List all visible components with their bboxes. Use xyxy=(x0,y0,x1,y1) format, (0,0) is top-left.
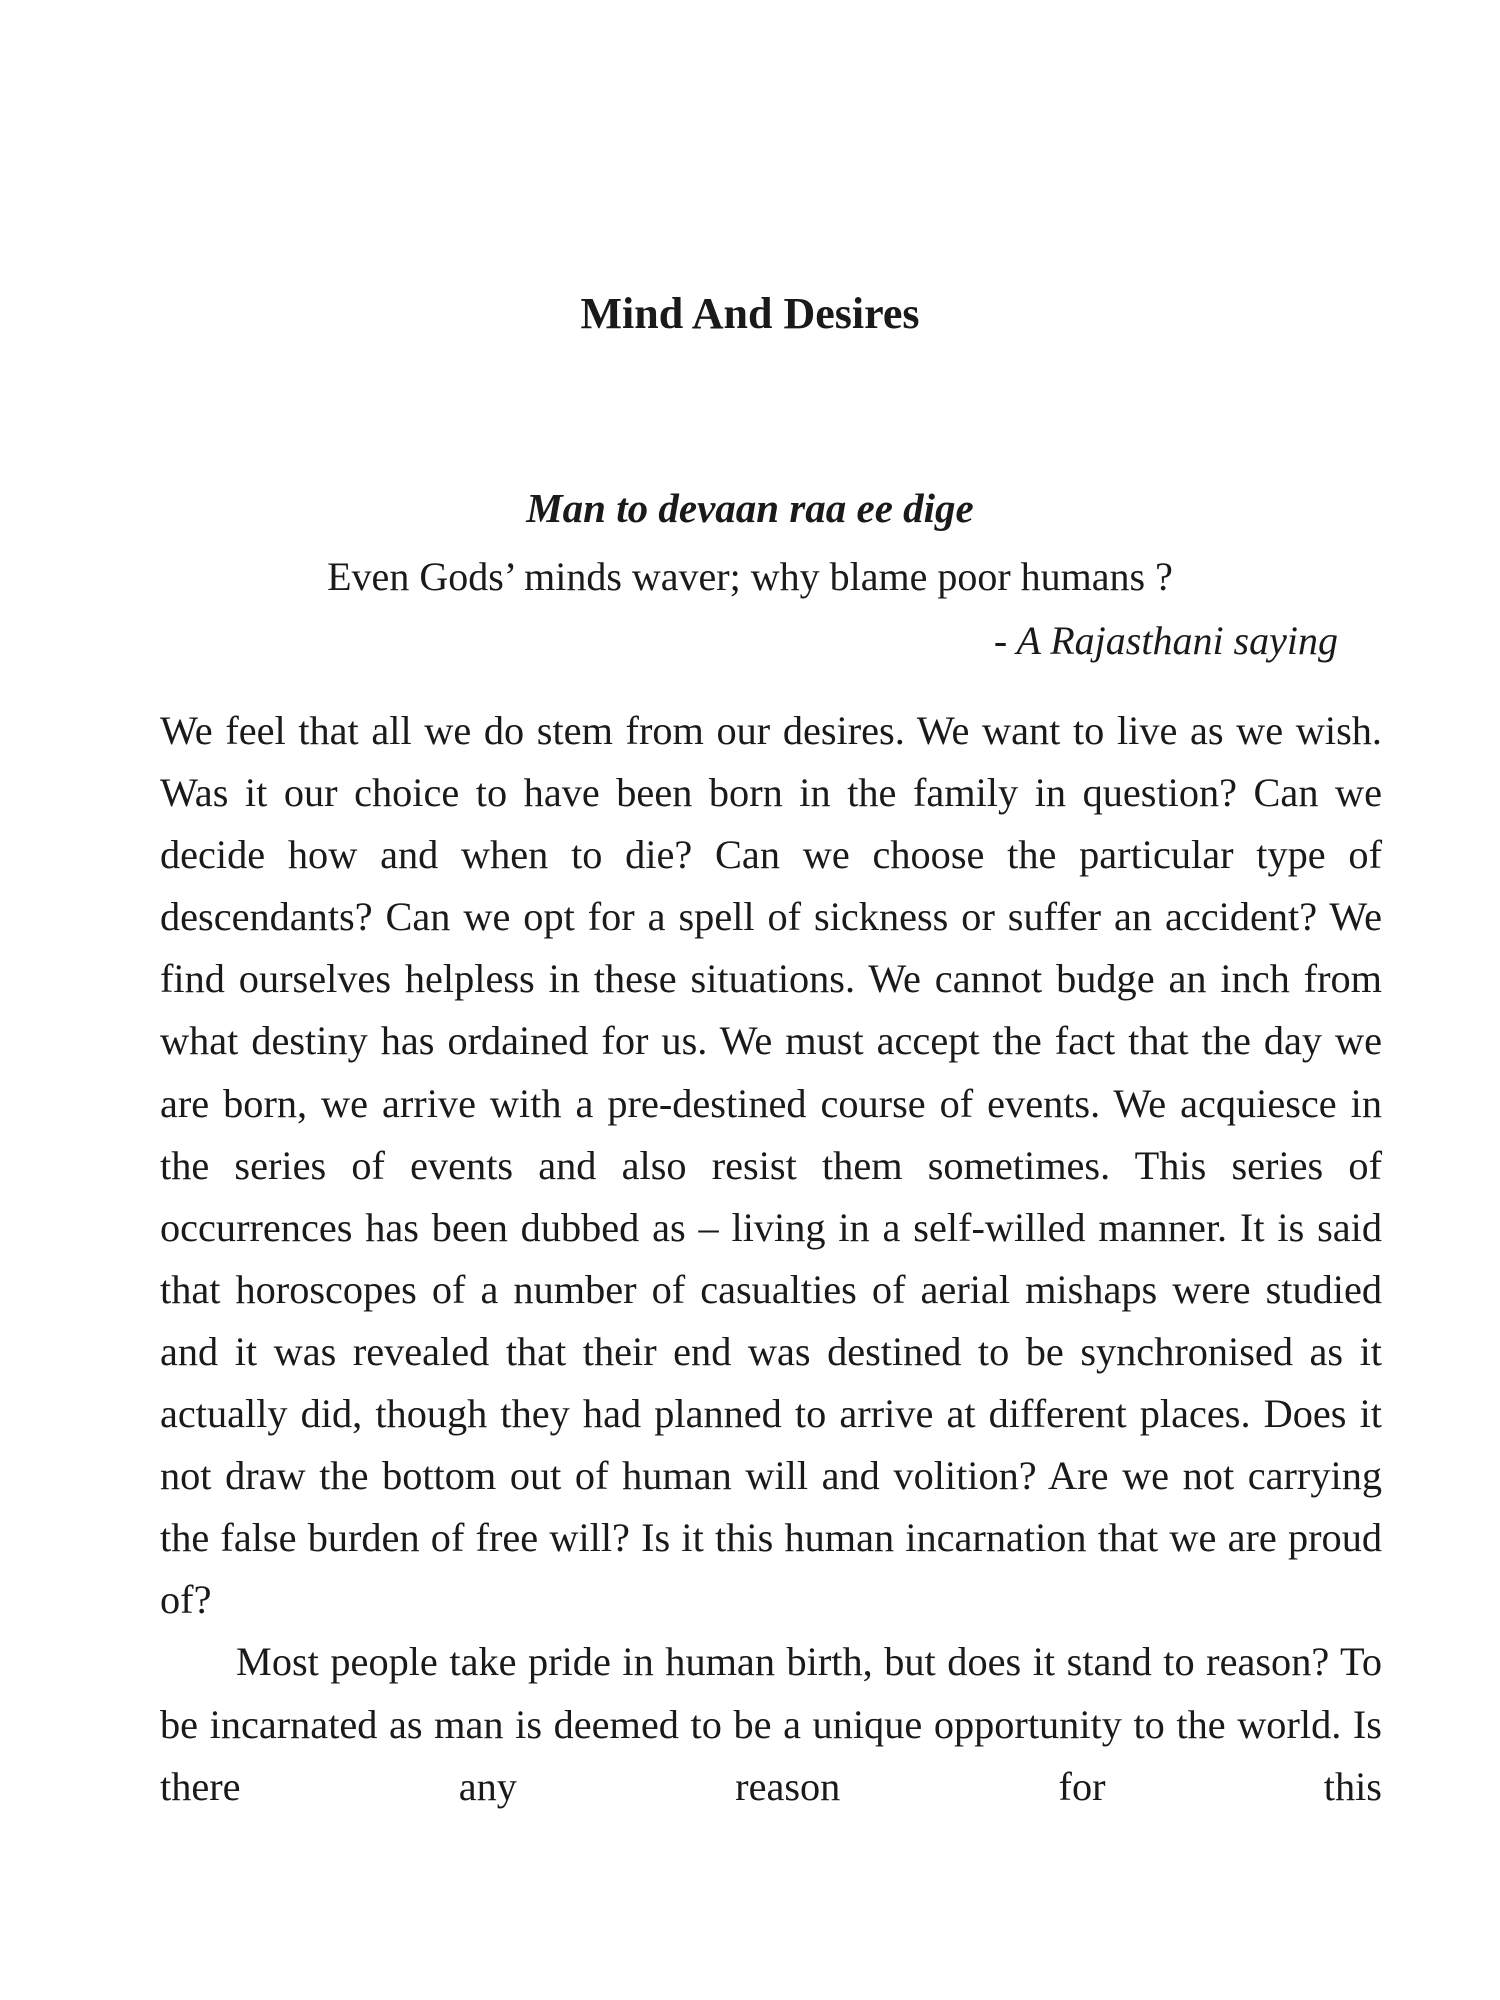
epigraph-translation: Even Gods’ minds waver; why blame poor humans ? xyxy=(327,554,1173,599)
chapter-title: Mind And Desires xyxy=(580,289,920,338)
epigraph-attribution: - A Rajasthani saying xyxy=(993,618,1338,663)
body-text xyxy=(160,700,1382,1818)
body-paragraph: We feel that all we do stem from our desires. We want to live as we wish. Was it our choice to have been born in the family in question? Can we decide how and when to die? Can we choose the particular type of descendants? Can we opt for a spell of sickness or suffer an accident? We find ourselves helpless in these situations. We cannot budge an inch from what destiny has ordained for us. We must accept the fact that the day we are born, we arrive with a pre-destined course of events. We acquiesce in the series of events and also resist them sometimes. This series of occurrences has been dubbed as – living in a self-willed manner. It is said that horoscopes of a number of casualties of aerial mishaps were studied and it was revealed that their end was destined to be synchronised as it actually did, though they had planned to arrive at different places. Does it not draw the bottom out of human will and volition? Are we not carrying the false burden of free will? Is it this human incarnation that we are proud of? xyxy=(160,708,1382,1623)
body-paragraph: Most people take pride in human birth, but does it stand to reason? To be incarnated as man is deemed to be a unique opportunity to the world. Is there any reason for this xyxy=(160,1639,1382,1809)
epigraph-native-saying: Man to devaan raa ee dige xyxy=(526,485,974,531)
